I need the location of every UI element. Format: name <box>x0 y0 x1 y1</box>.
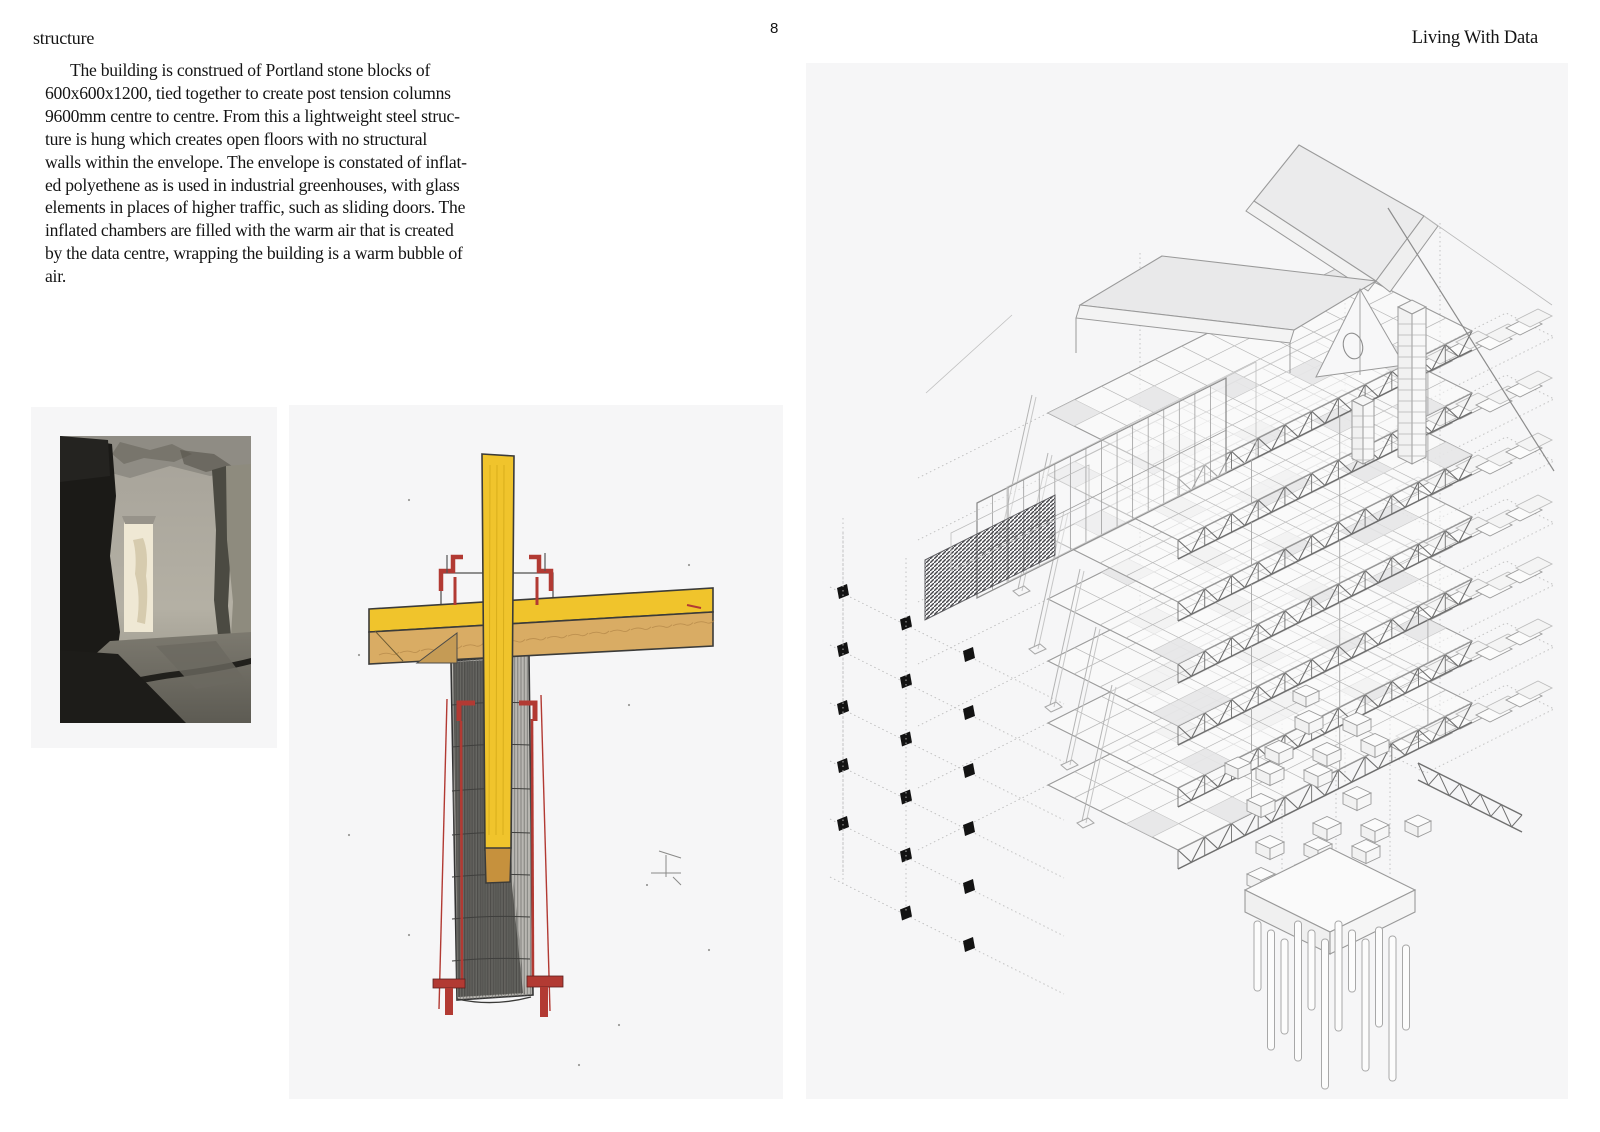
body-paragraph <box>45 59 537 288</box>
body-line: by the data centre, wrapping the building is a warm bubble of <box>45 243 463 264</box>
column-sketch <box>289 405 783 1099</box>
column-sketch-panel <box>289 405 783 1099</box>
body-line: ture is hung which creates open floors with no structural <box>45 128 427 149</box>
body-line: The building is construed of Portland stone blocks of <box>70 60 431 80</box>
body-line: walls within the envelope. The envelope is constated of inflat- <box>45 151 467 172</box>
axonometric-panel <box>806 63 1568 1099</box>
page-number: 8 <box>770 20 779 37</box>
book-title: Living With Data <box>1411 28 1538 48</box>
axonometric-drawing <box>806 63 1568 1099</box>
body-line: ed polyethene as is used in industrial greenhouses, with glass <box>45 174 460 195</box>
quarry-photo <box>60 436 251 723</box>
body-line: air. <box>45 266 66 287</box>
section-label: structure <box>33 28 95 48</box>
quarry-photo-panel <box>31 407 277 748</box>
body-line: 9600mm centre to centre. From this a lightweight steel struc- <box>45 105 460 126</box>
body-line: elements in places of higher traffic, such as sliding doors. The <box>45 197 466 218</box>
body-line: 600x600x1200, tied together to create post tension columns <box>45 82 451 103</box>
body-line: inflated chambers are filled with the warm air that is created <box>45 220 454 241</box>
